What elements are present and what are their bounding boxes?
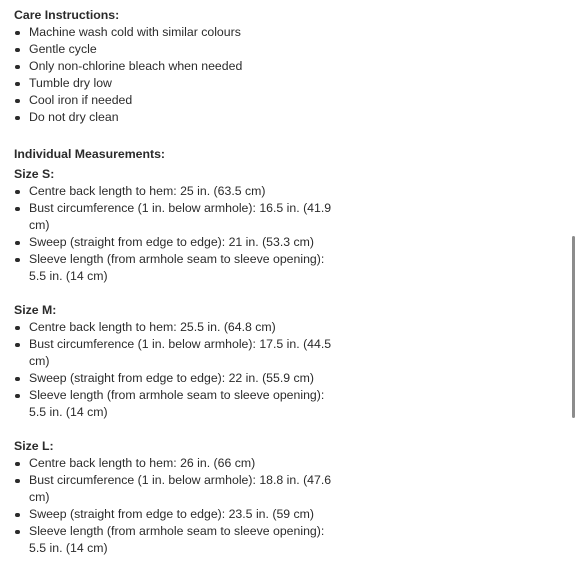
list-item: Centre back length to hem: 25.5 in. (64.8 cm) xyxy=(14,319,334,336)
size-l-list xyxy=(14,455,334,557)
care-instructions-heading: Care Instructions: xyxy=(14,8,120,22)
size-m-heading: Size M: xyxy=(14,303,57,317)
list-item: Bust circumference (1 in. below armhole): 17.5 in. (44.5 cm) xyxy=(14,336,334,370)
list-item: Sleeve length (from armhole seam to sleeve opening): 5.5 in. (14 cm) xyxy=(14,251,334,285)
product-details xyxy=(14,7,334,557)
size-l-heading: Size L: xyxy=(14,439,54,453)
list-item: Tumble dry low xyxy=(14,75,334,92)
list-item: Centre back length to hem: 26 in. (66 cm) xyxy=(14,455,334,472)
list-item: Sweep (straight from edge to edge): 22 in. (55.9 cm) xyxy=(14,370,334,387)
size-s-list xyxy=(14,183,334,285)
list-item: Sweep (straight from edge to edge): 23.5 in. (59 cm) xyxy=(14,506,334,523)
list-item: Sleeve length (from armhole seam to sleeve opening): 5.5 in. (14 cm) xyxy=(14,523,334,557)
list-item: Only non-chlorine bleach when needed xyxy=(14,58,334,75)
list-item: Gentle cycle xyxy=(14,41,334,58)
list-item: Cool iron if needed xyxy=(14,92,334,109)
individual-measurements-heading: Individual Measurements: xyxy=(14,147,166,161)
care-instructions-list xyxy=(14,24,334,126)
size-s-heading: Size S: xyxy=(14,167,55,181)
list-item: Bust circumference (1 in. below armhole): 16.5 in. (41.9 cm) xyxy=(14,200,334,234)
size-m-list xyxy=(14,319,334,421)
list-item: Sweep (straight from edge to edge): 21 in. (53.3 cm) xyxy=(14,234,334,251)
list-item: Bust circumference (1 in. below armhole): 18.8 in. (47.6 cm) xyxy=(14,472,334,506)
list-item: Machine wash cold with similar colours xyxy=(14,24,334,41)
vertical-scrollbar[interactable] xyxy=(572,236,575,418)
list-item: Sleeve length (from armhole seam to sleeve opening): 5.5 in. (14 cm) xyxy=(14,387,334,421)
list-item: Centre back length to hem: 25 in. (63.5 cm) xyxy=(14,183,334,200)
list-item: Do not dry clean xyxy=(14,109,334,126)
